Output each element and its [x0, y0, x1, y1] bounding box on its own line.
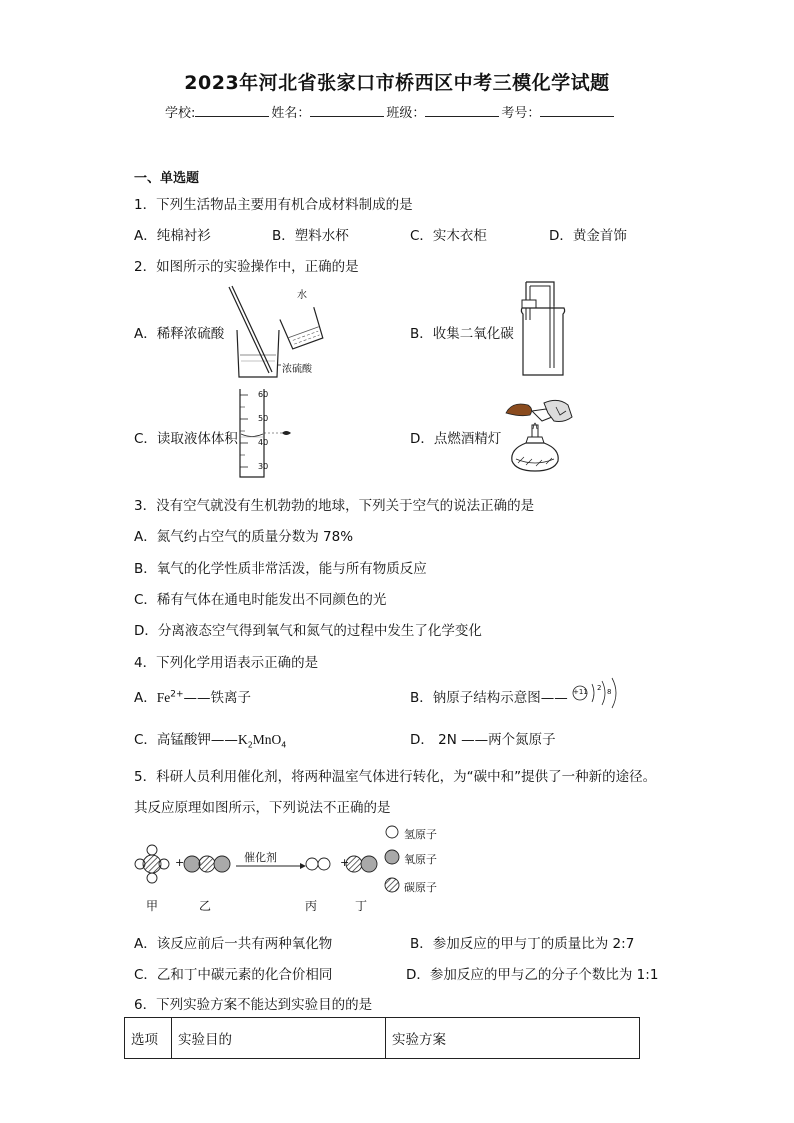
q4-option-d[interactable]: D． 2N ——两个氮原子 — [410, 732, 556, 748]
exam-no-blank[interactable] — [540, 102, 614, 117]
catalyst-label: 催化剂 — [244, 851, 277, 864]
q2-option-b[interactable]: B．收集二氧化碳 — [410, 326, 514, 342]
gas-bottle-illustration — [518, 280, 568, 380]
sodium-shell-2: 8 — [607, 688, 612, 696]
exam-title: 2023年河北省张家口市桥西区中考三模化学试题 — [184, 72, 610, 94]
question-1-stem: 1．下列生活物品主要用有机合成材料制成的是 — [134, 197, 413, 213]
header-purpose: 实验目的 — [172, 1018, 386, 1059]
q4-option-b[interactable]: B．钠原子结构示意图—— — [410, 690, 568, 706]
q4-c-prefix: C．高锰酸钾—— — [134, 732, 238, 748]
label-ding: 丁 — [355, 899, 368, 913]
q6-table — [124, 1017, 640, 1059]
school-label: 学校: — [165, 106, 196, 121]
acid-label: 浓硫酸 — [282, 364, 312, 375]
tick-30: 30 — [258, 462, 269, 471]
q2-option-d[interactable]: D．点燃酒精灯 — [410, 431, 502, 447]
water-label: 水 — [297, 290, 307, 301]
tick-60: 60 — [258, 390, 269, 399]
q4-c-mno: MnO — [252, 732, 282, 747]
student-info-line — [165, 102, 616, 121]
q4-a-formula: Fe — [156, 690, 171, 705]
q4-c-k: K — [237, 732, 248, 747]
header-plan: 实验方案 — [386, 1018, 640, 1059]
q4-a-text: ——铁离子 — [183, 690, 252, 706]
label-bing: 丙 — [305, 899, 318, 913]
exam-no-label: 考号： — [501, 106, 541, 121]
question-4-stem: 4．下列化学用语表示正确的是 — [134, 655, 319, 671]
legend-oxygen: 氧原子 — [404, 853, 437, 866]
section-heading: 一、单选题 — [134, 171, 200, 186]
question-5-stem-line2: 其反应原理如图所示，下列说法不正确的是 — [134, 800, 391, 816]
q5-option-a[interactable]: A．该反应前后一共有两种氧化物 — [134, 936, 333, 952]
table-header-row — [125, 1018, 640, 1059]
q4-a-prefix: A． — [134, 690, 157, 706]
q3-option-d[interactable]: D．分离液态空气得到氧气和氮气的过程中发生了化学变化 — [134, 623, 482, 639]
legend-hydrogen: 氢原子 — [404, 828, 437, 841]
name-blank[interactable] — [310, 102, 384, 117]
q2-option-c[interactable]: C．读取液体体积 — [134, 431, 238, 447]
q1-option-c[interactable]: C．实木衣柜 — [410, 228, 487, 244]
question-2-stem: 2．如图所示的实验操作中，正确的是 — [134, 259, 359, 275]
q3-option-c[interactable]: C．稀有气体在通电时能发出不同颜色的光 — [134, 592, 387, 608]
label-yi: 乙 — [199, 899, 212, 913]
plus-sign-1: + — [175, 856, 185, 869]
q5-option-c[interactable]: C．乙和丁中碳元素的化合价相同 — [134, 967, 333, 983]
legend-carbon: 碳原子 — [404, 881, 437, 894]
q4-c-k-sub: 2 — [247, 740, 253, 750]
sodium-shell-1: 2 — [597, 684, 602, 692]
question-6-stem: 6．下列实验方案不能达到实验目的的是 — [134, 997, 373, 1013]
sodium-nucleus: +11 — [573, 688, 588, 696]
q1-option-d[interactable]: D．黄金首饰 — [549, 228, 627, 244]
q1-option-b[interactable]: B．塑料水杯 — [272, 228, 349, 244]
q3-option-a[interactable]: A．氮气约占空气的质量分数为 78% — [134, 529, 354, 545]
school-blank[interactable] — [195, 102, 269, 117]
question-3-stem: 3．没有空气就没有生机勃勃的地球，下列关于空气的说法正确的是 — [134, 498, 535, 514]
plus-sign-2: + — [340, 856, 350, 869]
q1-option-a[interactable]: A．纯棉衬衫 — [134, 228, 211, 244]
q4-option-a[interactable] — [134, 686, 251, 706]
tick-50: 50 — [258, 414, 269, 423]
q5-option-b[interactable]: B．参加反应的甲与丁的质量比为 2:7 — [410, 936, 635, 952]
q3-option-b[interactable]: B．氧气的化学性质非常活泼，能与所有物质反应 — [134, 561, 427, 577]
class-label: 班级： — [386, 106, 426, 121]
q4-option-c[interactable] — [134, 728, 286, 750]
q5-option-d[interactable]: D．参加反应的甲与乙的分子个数比为 1:1 — [406, 967, 659, 983]
alcohol-lamp-illustration — [502, 397, 582, 477]
name-label: 姓名： — [271, 106, 311, 121]
tick-40: 40 — [258, 438, 269, 447]
label-jia: 甲 — [146, 899, 159, 913]
q4-c-o-sub: 4 — [281, 740, 287, 750]
q2-option-a[interactable]: A．稀释浓硫酸 — [134, 326, 225, 342]
class-blank[interactable] — [425, 102, 499, 117]
q4-a-charge: 2+ — [170, 689, 184, 700]
question-5-stem-line1: 5．科研人员利用催化剂，将两种温室气体进行转化，为“碳中和”提供了一种新的途径。 — [134, 769, 657, 785]
header-option: 选项 — [125, 1018, 172, 1059]
